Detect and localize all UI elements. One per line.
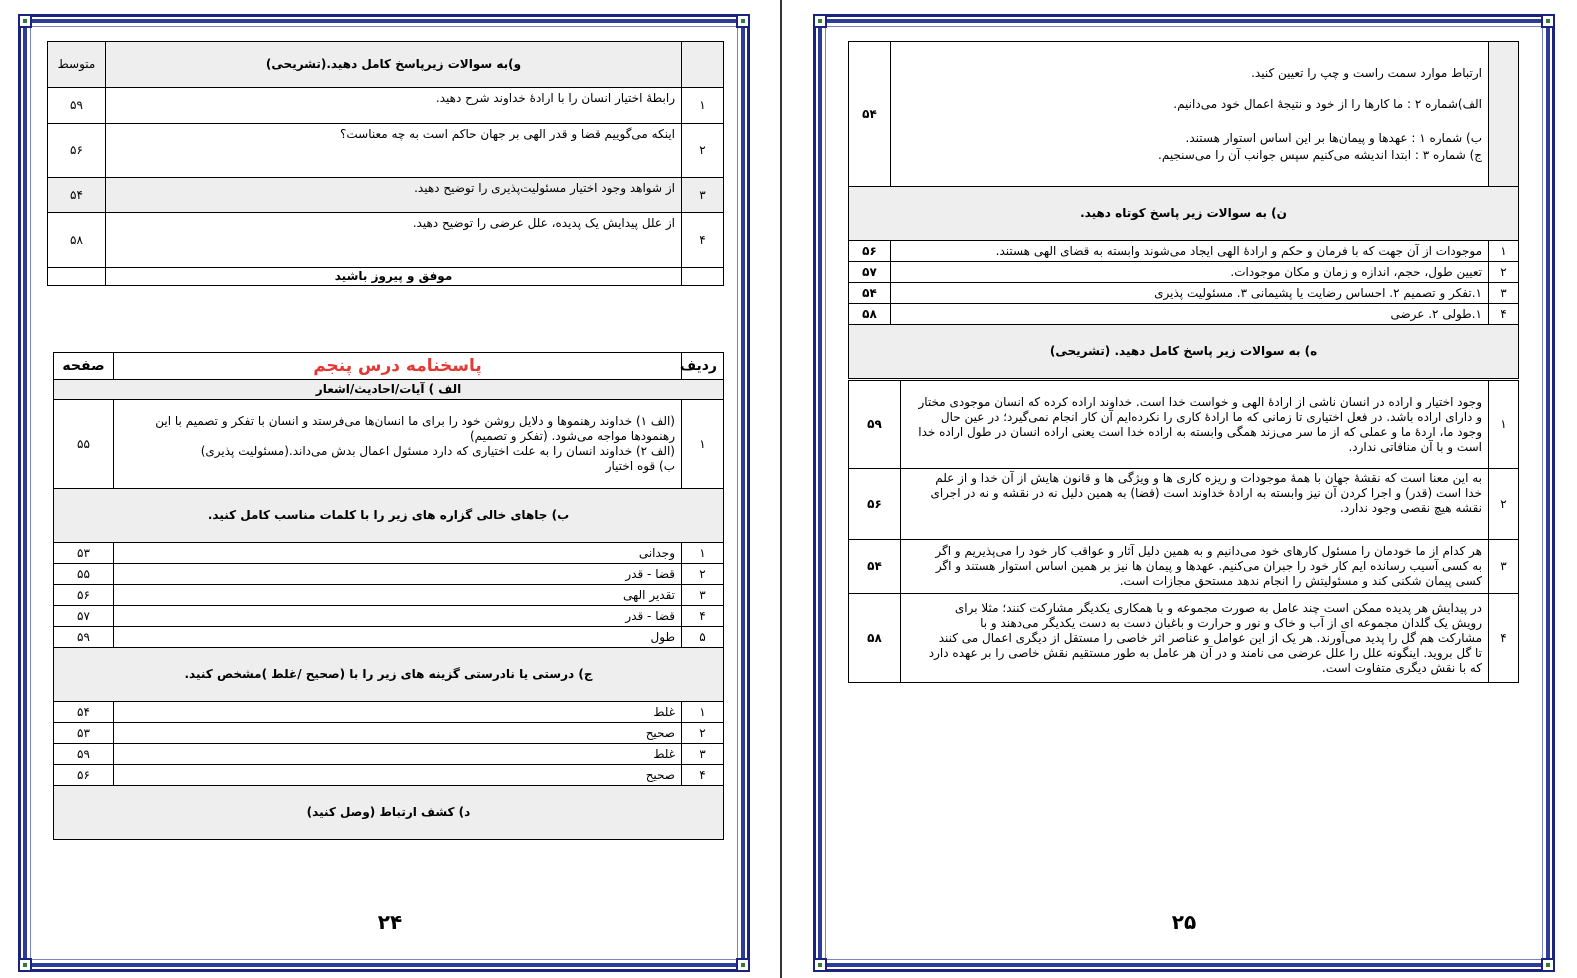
answer-text: ۱.طولی ۲. عرضی <box>891 304 1489 325</box>
row-points: ۵۹ <box>54 744 114 765</box>
row-number: ۱ <box>682 543 724 564</box>
row-points: ۵۸ <box>849 594 901 683</box>
question-text: اینکه می‌گوییم قضا و قدر الهی بر جهان حاکم است به چه معناست؟ <box>106 124 682 178</box>
matching-answer: ارتباط موارد سمت راست و چپ را تعیین کنید. الف)شماره ۲ : ما کارها را از خود و نتیجهٔ اعمال خود می‌دانیم. ب) شماره ۱ : عهدها و پیمان‌ها بر این اساس استوار هستند. ج) شماره ۳ : ابتدا اندیشه می‌کنیم سپس جوانب آن را می‌سنجیم. <box>891 42 1489 187</box>
answer-key-title: پاسخنامه درس پنجم <box>114 353 682 380</box>
answer-text: قضا - قدر <box>114 564 682 585</box>
page-number: ۲۵ <box>1171 910 1197 934</box>
answer-text: صحیح <box>114 765 682 786</box>
page-number: ۲۴ <box>377 910 403 934</box>
corner-ornament <box>18 14 32 28</box>
corner-ornament <box>736 958 750 972</box>
row-points: ۵۳ <box>54 543 114 564</box>
row-points: ۵۶ <box>849 469 901 540</box>
row-number: ۳ <box>1489 540 1519 594</box>
descriptive-answer: وجود اختیار و اراده در انسان ناشی از ارادهٔ الهی و خواست خدا است. خداوند اراده کرده که انسان موجودی مختار و دارای اراده باشد. در فعل اختیاری تا زمانی که ما ارادهٔ کاری را نکرده‌ایم آن کار انجام نمی‌گیرد؛ در عین حال وجود ما، اردهٔ ما و عملی که از ما سر می‌زند همگی وابسته به اراده خدا است یعنی اراده انسان در طول اراده خدا است و با آن منافاتی ندارد. <box>901 381 1489 469</box>
avg-label: متوسط <box>48 42 106 88</box>
page-header: صفحه <box>54 353 114 380</box>
descriptive-answer: به این معنا است که نقشهٔ جهان با همهٔ موجودات و ریزه کاری ها و ویژگی ها و قانون هایش از آن خدا و از علم خدا است (قدر) و اجرا کردن آن نیز وابسته به ارادهٔ خداوند است (قضا) به همین دلیل نه در نقشه و نه در اجرای نقشه هیچ نقصی وجود ندارد. <box>901 469 1489 540</box>
row-number: ۳ <box>1489 283 1519 304</box>
row-points: ۵۹ <box>849 381 901 469</box>
section-c-title: ج) درستی یا نادرستی گزینه های زیر را با (صحیح /غلط )مشخص کنید. <box>54 648 724 702</box>
answer-text: وجدانی <box>114 543 682 564</box>
row-points: ۵۹ <box>48 88 106 124</box>
row-points: ۵۴ <box>54 702 114 723</box>
row-points: ۵۳ <box>54 723 114 744</box>
row-points: ۵۴ <box>849 42 891 187</box>
answer-key-table <box>53 352 724 840</box>
row-number: ۴ <box>682 765 724 786</box>
answer-text: تعیین طول، حجم، اندازه و زمان و مکان موجودات. <box>891 262 1489 283</box>
descriptive-answers-table <box>848 380 1519 683</box>
section-h-title: ه) به سوالات زیر پاسخ کامل دهید. (تشریحی) <box>849 325 1519 379</box>
row-points: ۵۷ <box>54 606 114 627</box>
row-number: ۱ <box>1489 241 1519 262</box>
row-points: ۵۹ <box>54 627 114 648</box>
question-text: رابطهٔ اختیار انسان را با ارادهٔ خداوند شرح دهید. <box>106 88 682 124</box>
row-number: ۱ <box>682 400 724 489</box>
row-number: ۱ <box>682 702 724 723</box>
row-points: ۵۶ <box>849 241 891 262</box>
section-d-title: د) کشف ارتباط (وصل کنید) <box>54 786 724 840</box>
row-number: ۱ <box>1489 381 1519 469</box>
row-points: ۵۴ <box>849 540 901 594</box>
row-points: ۵۴ <box>48 178 106 213</box>
left-page <box>18 14 750 972</box>
section-n-title: ن) به سوالات زیر پاسخ کوتاه دهید. <box>849 187 1519 241</box>
section-a-answer: (الف ۱) خداوند رهنموها و دلایل روشن خود را برای ما انسان‌ها می‌فرستد و انسان با تفکر و تصمیم با این رهنمودها مواجه می‌شود. (تفکر و تصمیم) (الف ۲) خداوند انسان را به علت اختیاری که دارد مسئول اعمال بدش می‌داند.(مسئولیت پذیری) ب) قوه اختیار <box>114 400 682 489</box>
answer-text: غلط <box>114 702 682 723</box>
row-number: ۴ <box>682 606 724 627</box>
row-number: ۴ <box>682 213 724 268</box>
row-points: ۵۶ <box>54 585 114 606</box>
question-text: از شواهد وجود اختیار مسئولیت‌پذیری را توضیح دهید. <box>106 178 682 213</box>
row-points: ۵۶ <box>48 124 106 178</box>
row-number: ۲ <box>682 564 724 585</box>
row-header: ردیف <box>682 353 724 380</box>
row-number: ۲ <box>1489 262 1519 283</box>
row-points: ۵۸ <box>48 213 106 268</box>
row-points: ۵۴ <box>849 283 891 304</box>
corner-ornament <box>1541 14 1555 28</box>
row-number: ۴ <box>1489 304 1519 325</box>
closing-message: موفق و پیروز باشید <box>106 268 682 286</box>
section-b-title: ب) جاهای خالی گزاره های زیر را با کلمات مناسب کامل کنید. <box>54 489 724 543</box>
corner-ornament <box>813 14 827 28</box>
row-points: ۵۶ <box>54 765 114 786</box>
row-points: ۵۸ <box>849 304 891 325</box>
section-a-title: الف ) آیات/احادیث/اشعار <box>54 380 724 400</box>
corner-ornament <box>18 958 32 972</box>
row-number: ۵ <box>682 627 724 648</box>
question-text: از علل پیدایش یک پدیده، علل عرضی را توضیح دهید. <box>106 213 682 268</box>
row-number: ۲ <box>682 723 724 744</box>
section-title: و)به سوالات زیرپاسخ کامل دهید.(تشریحی) <box>106 42 682 88</box>
row-number: ۲ <box>682 124 724 178</box>
answer-text: ۱.تفکر و تصمیم ۲. احساس رضایت یا پشیمانی ۳. مسئولیت پذیری <box>891 283 1489 304</box>
questions-table <box>47 41 724 286</box>
right-page <box>813 14 1555 972</box>
row-points: ۵۷ <box>849 262 891 283</box>
answer-text: غلط <box>114 744 682 765</box>
row-number: ۳ <box>682 585 724 606</box>
answer-text: قضا - قدر <box>114 606 682 627</box>
row-number: ۳ <box>682 744 724 765</box>
book-spine <box>780 0 782 978</box>
row-number: ۲ <box>1489 469 1519 540</box>
row-points: ۵۵ <box>54 564 114 585</box>
descriptive-answer: در پیدایش هر پدیده ممکن است چند عامل به صورت مجموعه و با همکاری یکدیگر مشارکت کنند؛ مثلا برای رویش یک گلدان مجموعه ای از آب و خاک و نور و حرارت و باغبان دست به دست یکدیگر می‌دهند و با مشارکت هم گل را پدید می‌آورند. هر یک از این عوامل و عناصر اثر خاصی را مستقل از دیگری اعمال می کنند تا گل بروید. اینگونه علل را علل عرضی می نامند و در آن هر عامل به طور مستقیم نقش خاصی را بر عهده دارد که با نقش دیگری متفاوت است. <box>901 594 1489 683</box>
corner-ornament <box>736 14 750 28</box>
row-number: ۱ <box>682 88 724 124</box>
corner-ornament <box>1541 958 1555 972</box>
row-number: ۳ <box>682 178 724 213</box>
answer-text: صحیح <box>114 723 682 744</box>
answer-text: تقدیر الهی <box>114 585 682 606</box>
answer-text: موجودات از آن جهت که با فرمان و حکم و ارادهٔ الهی ایجاد می‌شوند وابسته به قضای الهی هستند. <box>891 241 1489 262</box>
descriptive-answer: هر کدام از ما خودمان را مسئول کارهای خود می‌دانیم و به همین دلیل آثار و عواقب کار خود را می‌پذیریم و اگر به کسی آسیب رسانده ایم کار خود را جبران می‌کنیم. عهدها و پیمان ها نیز بر همین اساس استوار هستند و اگر کسی پیمان شکنی کند و مسئولیتش را انجام ندهد مستحق مجازات است. <box>901 540 1489 594</box>
row-number: ۴ <box>1489 594 1519 683</box>
answer-key-continued-table <box>848 41 1519 379</box>
row-points: ۵۵ <box>54 400 114 489</box>
corner-ornament <box>813 958 827 972</box>
answer-text: طول <box>114 627 682 648</box>
